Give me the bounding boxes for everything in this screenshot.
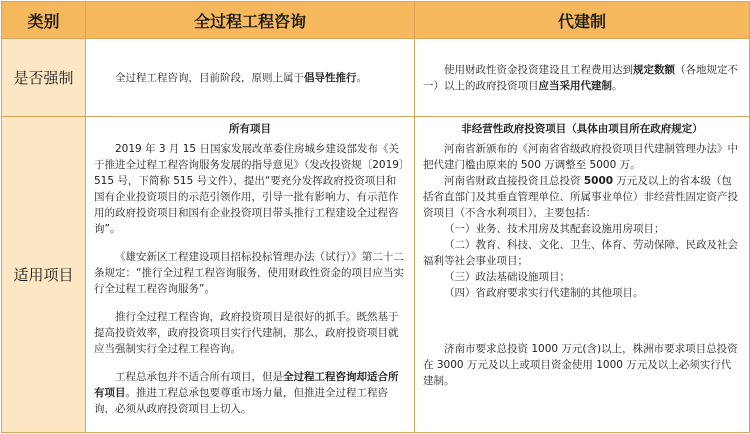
header-row <box>2 2 750 39</box>
applicable-agent-cell <box>415 117 750 433</box>
right-cell-title: 非经营性政府投资项目（具体由项目所在政府规定） <box>461 123 703 135</box>
comparison-table <box>1 1 750 433</box>
row-mandatory <box>2 39 750 117</box>
mandatory-full-process-cell <box>86 39 415 117</box>
right-para-jinan-zhuzhou: 济南市要求总投资 1000 万元(含)以上，株洲市要求项目总投资在 3000 万元及以上或项目资金使用 1000 万元及以上必须实行代建制。 <box>423 343 738 387</box>
left-para-guidance: 2019 年 3 月 15 日国家发展改革委住房城乡建设部发布《关于推进全过程工程咨询服务发展的指导意见》（发改投资规〔2019〕515 号，下简称 515 号文件），提出“要充分发挥政府投资项目和国有企业投资项目的示范引领作用，引导一批有影响力、有示范作用的政府投资项目和国有企业投资项目带头推行工程建设全过程咨询”。 <box>94 143 405 235</box>
mandatory-agent-cell <box>415 39 750 117</box>
row-label-mandatory: 是否强制 <box>2 39 86 117</box>
list-item: （一）业务、技术用房及其配套设施用房项目； <box>444 223 665 235</box>
left-para-xiongan: 《雄安新区工程建设项目招标投标管理办法（试行）》第二十二条规定：“推行全过程工程咨询服务，使用财政性资金的项目应当实行全过程工程咨询服务”。 <box>94 251 404 295</box>
row-label-applicable: 适用项目 <box>2 117 86 433</box>
comparison-table-container <box>1 1 749 432</box>
list-item: （四）省政府要求实行代建制的其他项目。 <box>444 287 644 299</box>
left-cell-title: 所有项目 <box>229 123 271 135</box>
right-para-henan-new: 河南省新颁布的《河南省省级政府投资项目代建制管理办法》中把代建门槛由原来的 500 万调整至 5000 万。 <box>423 143 738 171</box>
applicable-full-process-cell <box>86 117 415 433</box>
row-applicable-projects <box>2 117 750 433</box>
list-item: （二）教育、科技、文化、卫生、体育、劳动保障、民政及社会福利等社会事业项目； <box>423 239 738 267</box>
header-full-process-consulting: 全过程工程咨询 <box>86 2 415 39</box>
left-para-epc: 工程总承包并不适合所有项目，但是全过程工程咨询却适合所有项目。推进工程总承包要尊重市场力量，但推进全过程工程咨询，必须从政府投资项目上切入。 <box>94 371 399 415</box>
header-agent-construction: 代建制 <box>415 2 750 39</box>
left-para-promotion: 推行全过程工程咨询，政府投资项目是很好的抓手。既然基于提高投资效率，政府投资项目实行代建制，那么，政府投资项目就应当强制实行全过程工程咨询。 <box>94 311 399 355</box>
right-para-henan-scope: 河南省财政直接投资且总投资 5000 万元及以上的省本级（包括省直部门及其垂直管理单位、所属事业单位）非经营性固定资产投资项目（不含水利项目），主要包括： <box>423 175 738 219</box>
header-category: 类别 <box>2 2 86 39</box>
mandatory-full-process-text: 全过程工程咨询，目前阶段，原则上属于倡导性推行。 <box>115 71 367 84</box>
mandatory-agent-text: 使用财政性资金投资建设且工程费用达到规定数额（各地规定不一）以上的政府投资项目应当采用代建制。 <box>423 63 738 92</box>
list-item: （三）政法基础设施项目； <box>444 271 570 283</box>
